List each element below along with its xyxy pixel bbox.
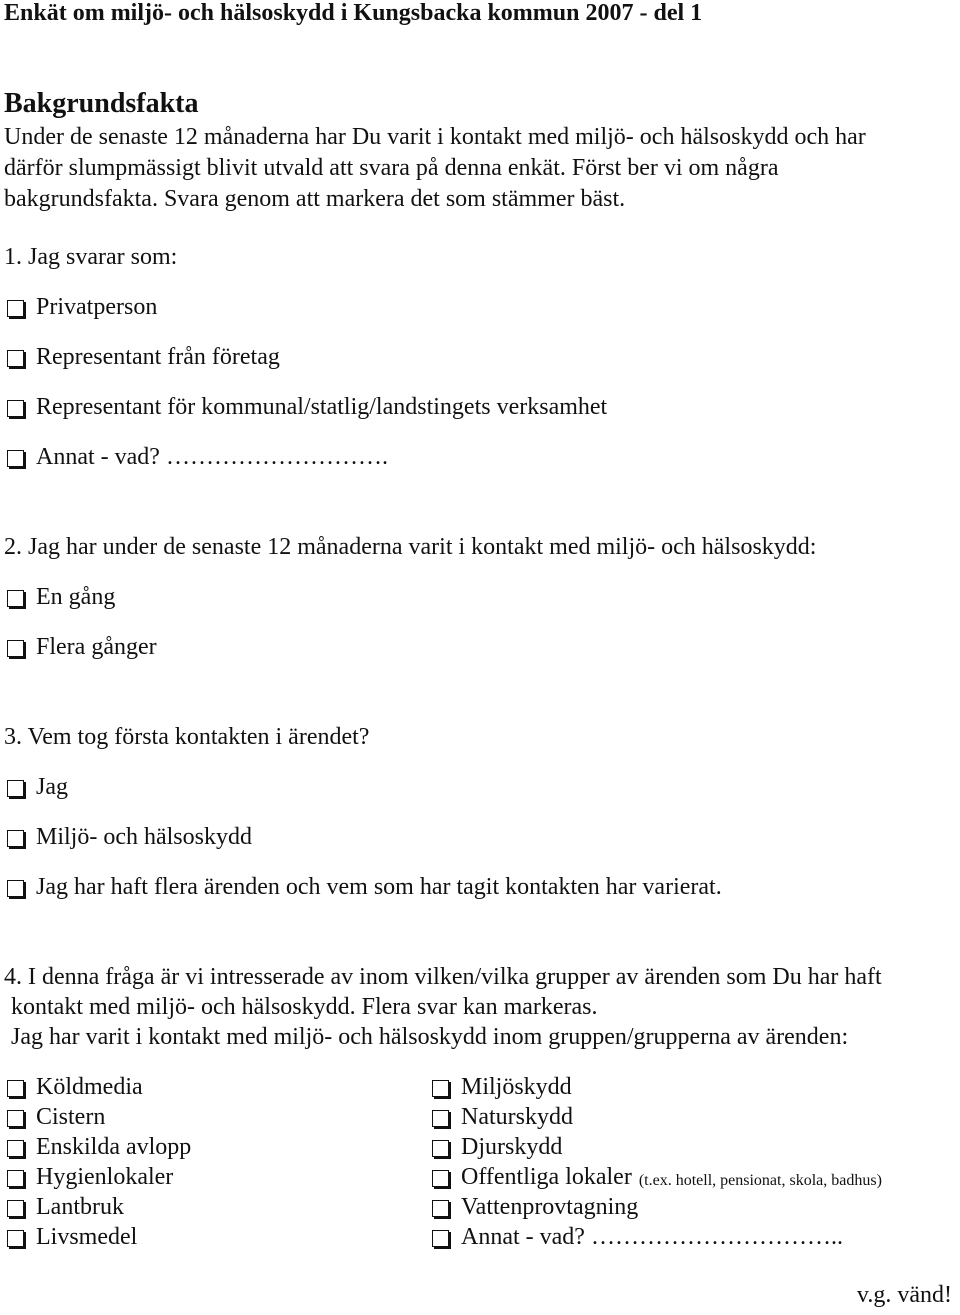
q4-option-naturskydd[interactable] bbox=[432, 1104, 573, 1131]
checkbox[interactable] bbox=[7, 1200, 24, 1217]
option-label: Representant för kommunal/statlig/landstingets verksamhet bbox=[36, 394, 608, 420]
checkbox[interactable] bbox=[432, 1230, 449, 1247]
option-label: Naturskydd bbox=[461, 1104, 573, 1130]
option-label: Miljöskydd bbox=[461, 1074, 572, 1100]
option-label: Enskilda avlopp bbox=[36, 1134, 192, 1160]
checkbox[interactable] bbox=[7, 1230, 24, 1247]
q3-option-miljo[interactable] bbox=[7, 824, 252, 851]
checkbox[interactable] bbox=[432, 1110, 449, 1127]
checkbox[interactable] bbox=[7, 830, 24, 847]
checkbox[interactable] bbox=[7, 1170, 24, 1187]
q4-option-livsmedel[interactable] bbox=[7, 1224, 137, 1251]
option-label: Jag bbox=[36, 774, 68, 800]
q3-option-jag[interactable] bbox=[7, 774, 68, 801]
option-label: Privatperson bbox=[36, 294, 158, 320]
document-title: Enkät om miljö- och hälsoskydd i Kungsbacka kommun 2007 - del 1 bbox=[4, 0, 703, 26]
checkbox[interactable] bbox=[7, 640, 24, 657]
q1-option-foretag[interactable] bbox=[7, 344, 280, 371]
checkbox[interactable] bbox=[7, 780, 24, 797]
option-label: Cistern bbox=[36, 1104, 106, 1130]
question-4-line: Jag har varit i kontakt med miljö- och hälsoskydd inom gruppen/grupperna av ärenden: bbox=[11, 1024, 849, 1050]
question-1-label: 1. Jag svarar som: bbox=[4, 244, 178, 270]
question-2-label: 2. Jag har under de senaste 12 månaderna varit i kontakt med miljö- och hälsoskydd: bbox=[4, 534, 817, 560]
checkbox[interactable] bbox=[7, 1140, 24, 1157]
checkbox[interactable] bbox=[7, 1110, 24, 1127]
option-label: Djurskydd bbox=[461, 1134, 563, 1160]
question-4-line: kontakt med miljö- och hälsoskydd. Flera svar kan markeras. bbox=[11, 994, 598, 1020]
question-3-label: 3. Vem tog första kontakten i ärendet? bbox=[4, 724, 370, 750]
option-label: Vattenprovtagning bbox=[461, 1194, 639, 1220]
q1-option-kommunal[interactable] bbox=[7, 394, 607, 421]
option-label: Flera gånger bbox=[36, 634, 157, 660]
q1-option-annat[interactable] bbox=[7, 444, 388, 471]
checkbox[interactable] bbox=[432, 1080, 449, 1097]
question-4-label: 4. I denna fråga är vi intresserade av inom vilken/vilka grupper av ärenden som Du har haft bbox=[4, 964, 882, 990]
option-label: Miljö- och hälsoskydd bbox=[36, 824, 252, 850]
checkbox[interactable] bbox=[7, 880, 24, 897]
option-label: Livsmedel bbox=[36, 1224, 138, 1250]
checkbox[interactable] bbox=[7, 400, 24, 417]
q4-option-miljoskydd[interactable] bbox=[432, 1074, 572, 1101]
option-label: Representant från företag bbox=[36, 344, 280, 370]
q4-option-hygienlokaler[interactable] bbox=[7, 1164, 173, 1191]
q4-option-enskilda-avlopp[interactable] bbox=[7, 1134, 191, 1161]
option-note: (t.ex. hotell, pensionat, skola, badhus) bbox=[638, 1171, 882, 1189]
q4-option-cistern[interactable] bbox=[7, 1104, 105, 1131]
q4-option-koldmedia[interactable] bbox=[7, 1074, 143, 1101]
page-turn-note: v.g. vänd! bbox=[856, 1282, 952, 1308]
option-label: En gång bbox=[36, 584, 116, 610]
q2-option-en-gang[interactable] bbox=[7, 584, 115, 611]
option-label: Hygienlokaler bbox=[36, 1164, 174, 1190]
intro-line: Under de senaste 12 månaderna har Du varit i kontakt med miljö- och hälsoskydd och har bbox=[4, 124, 866, 150]
intro-line: bakgrundsfakta. Svara genom att markera det som stämmer bäst. bbox=[4, 186, 626, 212]
section-heading: Bakgrundsfakta bbox=[4, 88, 199, 119]
option-label: Offentliga lokaler bbox=[461, 1164, 632, 1190]
intro-line: därför slumpmässigt blivit utvald att svara på denna enkät. Först ber vi om några bbox=[4, 155, 779, 181]
option-label: Annat - vad? ………………………….. bbox=[461, 1224, 843, 1250]
checkbox[interactable] bbox=[432, 1170, 449, 1187]
option-label: Köldmedia bbox=[36, 1074, 143, 1100]
q4-option-vattenprovtagning[interactable] bbox=[432, 1194, 638, 1221]
option-label: Annat - vad? ………………………. bbox=[36, 444, 388, 470]
q4-option-djurskydd[interactable] bbox=[432, 1134, 562, 1161]
checkbox[interactable] bbox=[7, 450, 24, 467]
checkbox[interactable] bbox=[432, 1140, 449, 1157]
option-label: Jag har haft flera ärenden och vem som har tagit kontakten har varierat. bbox=[36, 874, 722, 900]
q3-option-varierat[interactable] bbox=[7, 874, 722, 901]
checkbox[interactable] bbox=[7, 350, 24, 367]
checkbox[interactable] bbox=[7, 1080, 24, 1097]
q4-option-offentliga-lokaler[interactable] bbox=[432, 1164, 882, 1191]
q4-option-annat[interactable] bbox=[432, 1224, 843, 1251]
checkbox[interactable] bbox=[432, 1200, 449, 1217]
option-label: Lantbruk bbox=[36, 1194, 124, 1220]
q2-option-flera-ganger[interactable] bbox=[7, 634, 157, 661]
checkbox[interactable] bbox=[7, 590, 24, 607]
q4-option-lantbruk[interactable] bbox=[7, 1194, 124, 1221]
q1-option-privatperson[interactable] bbox=[7, 294, 157, 321]
intro-paragraph bbox=[4, 122, 866, 215]
checkbox[interactable] bbox=[7, 300, 24, 317]
